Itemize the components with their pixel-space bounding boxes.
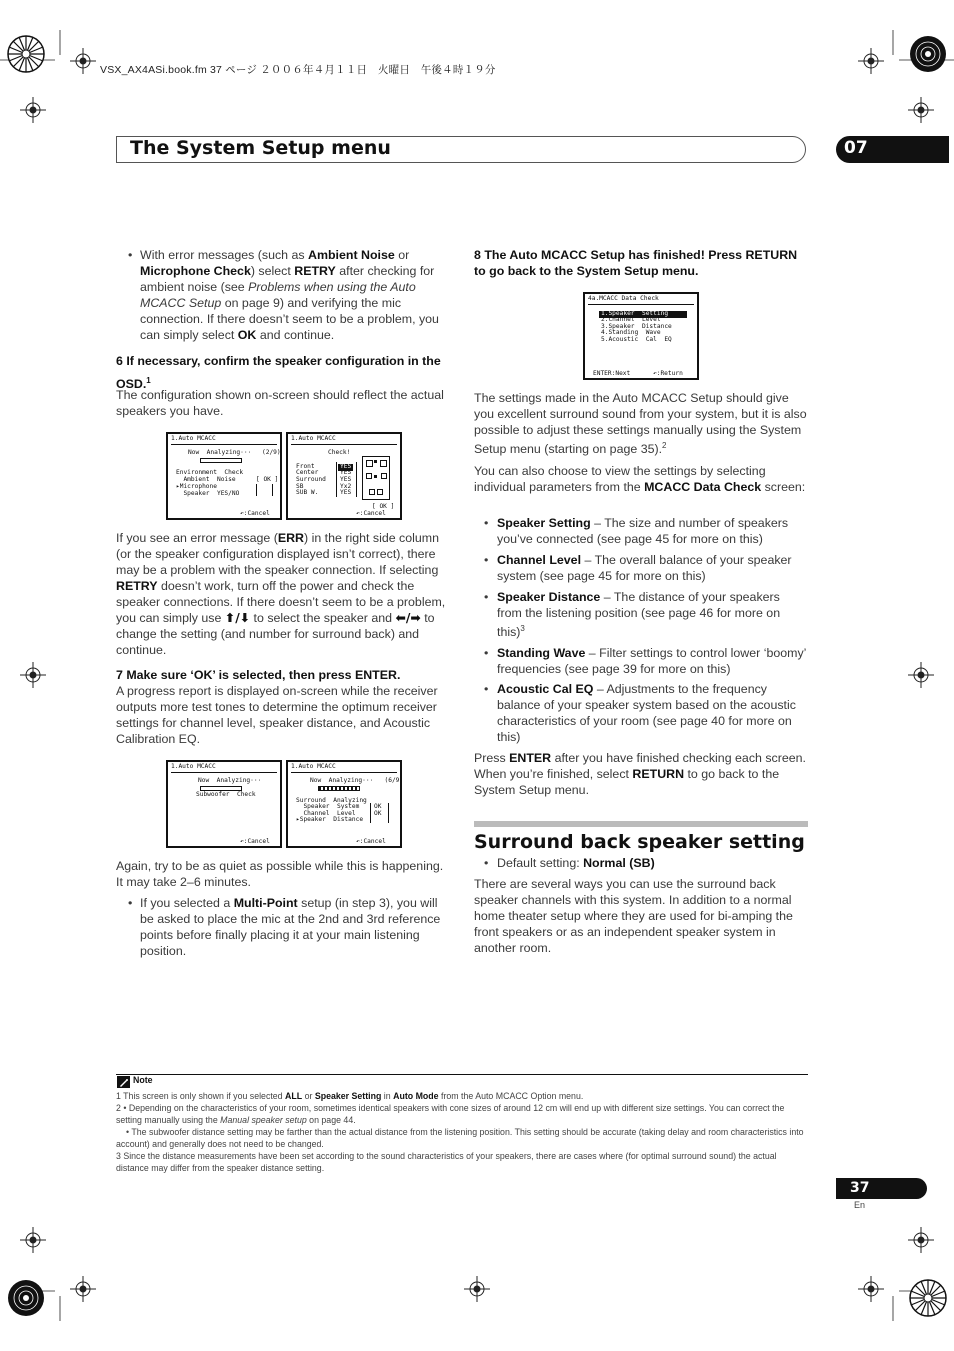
osd-screen-mcacc-data-check	[583, 292, 699, 380]
text: – The overall balance of your speaker system (see page 45 for more on this)	[497, 553, 792, 583]
osd-cancel: ↶:Cancel	[356, 838, 386, 845]
text: The settings made in the Auto MCACC Setup should give you excellent surround sound from your system, but it is also possible to adjust these settings manually using the System Setup menu (starting on page 35).	[474, 391, 807, 457]
text-bold: Speaker Distance	[497, 590, 601, 604]
osd-title: 1.Auto MCACC	[171, 435, 216, 442]
text: or	[302, 1091, 315, 1101]
text-bold: Speaker Setting	[497, 516, 591, 530]
osd-page: (2/9)	[262, 449, 281, 456]
bullet-speaker-setting	[484, 515, 806, 547]
bullet-icon: •	[484, 682, 489, 696]
text: screen:	[761, 480, 806, 494]
text-bold: Speaker Setting	[314, 1091, 382, 1101]
text: – Adjustments to the frequency balance of your speaker system based on the acoustic characteristics of your room (see page 40 for more on this)	[497, 682, 796, 744]
registration-mark-icon	[908, 662, 934, 688]
bullet-icon: •	[128, 896, 133, 910]
settings-paragraph	[474, 390, 808, 457]
text: doesn’t work, turn off the power and check the speaker connections. If there doesn’t seem to be a problem, you can simply use	[116, 579, 446, 625]
press-enter-paragraph	[474, 750, 808, 798]
text: on page 44.	[306, 1115, 356, 1125]
text: to go back to the System Setup menu.	[474, 767, 780, 797]
bullet-standing-wave	[484, 645, 806, 677]
starburst-mark-icon	[906, 32, 950, 76]
starburst-mark-icon	[4, 1276, 48, 1320]
bullet-multi-point	[128, 895, 453, 959]
text: With error messages (such as	[140, 248, 309, 262]
osd-label: Front	[296, 463, 315, 470]
text: setup (in step 3), you will be asked to place the mic at the 2nd and 3rd reference points before finally placing it at your main listening position.	[140, 896, 441, 958]
osd-line: Now Analyzing··· (6/9)	[310, 777, 404, 784]
osd-next: ENTER:Next	[593, 370, 631, 377]
osd-screen-speaker-check	[286, 432, 402, 520]
osd-value: YES	[340, 476, 352, 483]
osd-line: Subwoofer Check	[196, 791, 256, 798]
error-paragraph	[116, 530, 450, 658]
note-divider	[116, 1074, 808, 1075]
osd-menu-item: 3.Speaker Distance	[601, 323, 672, 330]
text: 1 This screen is only shown if you selected	[116, 1091, 286, 1101]
osd-title: 1.Auto MCACC	[291, 435, 336, 442]
text-bold: Microphone Check	[140, 264, 251, 278]
text: in	[381, 1091, 394, 1101]
choose-paragraph	[474, 463, 808, 495]
text: from the Auto MCACC Option menu.	[438, 1091, 584, 1101]
bullet-icon: •	[484, 856, 489, 870]
text-bold: RETURN	[632, 767, 685, 781]
osd-value: YES	[340, 463, 352, 470]
osd-title: 1.Auto MCACC	[291, 763, 336, 770]
osd-value: Yx2	[340, 483, 352, 490]
osd-value: YES	[340, 469, 352, 476]
osd-line: Now Analyzing···	[188, 449, 252, 456]
text: to change the setting (and number for surround back) and continue.	[116, 611, 435, 657]
osd-menu-item: 4.Standing Wave	[601, 329, 661, 336]
starburst-mark-icon	[906, 1276, 950, 1320]
osd-line: Check!	[328, 449, 351, 456]
text: – The distance of your speakers from the listening position (see page 46 for more on this)	[497, 590, 781, 640]
osd-line: Environment Check	[176, 469, 244, 476]
text-bold: Acoustic Cal EQ	[497, 682, 594, 696]
text-bold: Standing Wave	[497, 646, 586, 660]
text-bold: Auto Mode	[393, 1091, 439, 1101]
text-bold: Ambient Noise	[308, 248, 395, 262]
bullet-speaker-distance	[484, 589, 806, 640]
step-8-heading: 8 The Auto MCACC Setup has finished! Press RETURN to go back to the System Setup menu.	[474, 248, 798, 278]
osd-label: Surround	[296, 476, 326, 483]
text: If you selected a	[140, 896, 234, 910]
up-down-arrow-icon: ⬆/⬇	[224, 610, 251, 625]
registration-mark-icon	[464, 1276, 490, 1302]
text: If you see an error message (	[116, 531, 278, 545]
registration-mark-icon	[858, 1276, 884, 1302]
bullet-acoustic-cal-eq	[484, 681, 806, 745]
bullet-error-messages	[128, 247, 453, 343]
text: to select the speaker and	[250, 611, 396, 625]
text-bold: Normal (SB)	[583, 856, 655, 870]
text: ) select	[250, 264, 295, 278]
osd-screen-environment-check	[166, 432, 282, 520]
osd-ok: [ OK ]	[256, 476, 279, 483]
osd-label: SB	[296, 483, 304, 490]
osd-cancel: ↶:Cancel	[240, 838, 270, 845]
text-bold: ENTER	[509, 751, 552, 765]
text: after checking for ambient noise (see	[140, 264, 435, 294]
note-icon	[117, 1076, 130, 1088]
osd-title: 1.Auto MCACC	[171, 763, 216, 770]
osd-title: 4a.MCACC Data Check	[588, 295, 659, 302]
text-bold: RETRY	[116, 579, 158, 593]
default-setting	[484, 855, 806, 871]
language-code: En	[854, 1200, 866, 1210]
footnote-2a	[116, 1102, 810, 1126]
text-italic: Problems when using the Auto MCACC Setup	[140, 280, 416, 310]
footnote-ref: 1	[146, 376, 151, 385]
surround-back-paragraph: There are several ways you can use the surround back speaker channels with this system. In addition to a normal home theater setup where they are used for bi-amping the front speakers or as an independent speaker system in another room.	[474, 877, 793, 955]
footnote-2b: • The subwoofer distance setting may be farther than the actual distance from the listening position. This setting should be accurate (taking delay and room characteristics into account) and generally does not need to be changed.	[116, 1127, 804, 1149]
osd-ok: OK	[374, 810, 382, 817]
registration-mark-icon	[70, 1276, 96, 1302]
text-bold: ERR	[277, 531, 305, 545]
osd-screen-subwoofer-check	[166, 760, 282, 848]
text: after you have finished checking each screen. When you’re finished, select	[474, 751, 806, 781]
left-right-arrow-icon: ⬅/➡	[395, 610, 421, 625]
osd-cancel: ↶:Cancel	[356, 510, 386, 517]
bullet-channel-level	[484, 552, 806, 584]
osd-line: Ambient Noise	[176, 476, 236, 483]
osd-menu-item: 5.Acoustic Cal EQ	[601, 336, 672, 343]
text: 6 If necessary, confirm the speaker configuration in the OSD.	[116, 354, 441, 392]
chapter-number: 07	[844, 138, 868, 158]
text: and continue.	[256, 328, 335, 342]
bullet-icon: •	[484, 590, 489, 604]
bullet-icon: •	[484, 646, 489, 660]
bullet-icon: •	[484, 553, 489, 567]
section-title: Surround back speaker setting	[474, 831, 805, 853]
text: or	[394, 248, 410, 262]
text-bold: MCACC Data Check	[644, 480, 762, 494]
osd-ok: [ OK ]	[372, 503, 395, 510]
text: – Filter settings to control lower ‘boomy’ frequencies (see page 39 for more on this)	[497, 646, 806, 676]
note-label: Note	[133, 1075, 153, 1085]
registration-mark-icon	[20, 1227, 46, 1253]
text-bold: RETRY	[294, 264, 336, 278]
text: You can also choose to view the settings by selecting individual parameters from the	[474, 464, 766, 494]
text-bold: Multi-Point	[233, 896, 298, 910]
osd-return: ↶:Return	[653, 370, 683, 377]
section-divider	[474, 821, 808, 827]
osd-line: Speaker YES/NO	[176, 490, 240, 497]
text: on page 9) and verifying the mic connection. If there doesn’t seem to be a problem, you can simply select	[140, 296, 439, 342]
registration-mark-icon	[858, 48, 884, 74]
osd-line: ▸Microphone	[176, 483, 217, 490]
osd-label: Center	[296, 469, 319, 476]
page-number: 37	[850, 1180, 870, 1196]
page-number-tab	[836, 1178, 927, 1199]
text: 2 • Depending on the characteristics of your room, sometimes identical speakers with cone sizes of around 12 cm will end up with different size settings. You can correct the setting manually using the	[116, 1103, 785, 1125]
chapter-tab	[836, 136, 949, 163]
registration-mark-icon	[20, 662, 46, 688]
osd-line: ▸Speaker Distance	[296, 816, 364, 823]
osd-menu-item-selected: 1.Speaker Setting	[599, 311, 687, 318]
footnote-ref: 2	[662, 441, 667, 450]
text: ) in the right side column (or the speaker configuration displayed isn’t correct), there may be a problem with the speaker connection. If selecting	[116, 531, 439, 577]
osd-label: SUB W.	[296, 489, 319, 496]
registration-mark-icon	[70, 48, 96, 74]
speaker-layout-icon	[362, 456, 390, 500]
footnote-1	[116, 1090, 810, 1102]
text-italic: Manual speaker setup	[220, 1115, 307, 1125]
bullet-icon: •	[484, 516, 489, 530]
print-info: VSX_AX4ASi.book.fm 37 ページ ２００６年４月１１日 火曜日 午後４時１９分	[100, 64, 496, 76]
step-6-body: The configuration shown on-screen should reflect the actual speakers you have.	[116, 388, 444, 418]
page-title: The System Setup menu	[130, 137, 391, 159]
osd-cancel: ↶:Cancel	[240, 510, 270, 517]
footnote-ref: 3	[520, 624, 525, 633]
text-bold: Channel Level	[497, 553, 582, 567]
osd-menu-item: 2.Channel Level	[601, 316, 661, 323]
registration-mark-icon	[908, 1227, 934, 1253]
osd-line: Surround Analyzing	[296, 797, 367, 804]
text: Press	[474, 751, 510, 765]
again-paragraph: Again, try to be as quiet as possible while this is happening. It may take 2–6 minutes.	[116, 859, 444, 889]
step-7-heading: 7 Make sure ‘OK’ is selected, then press ENTER.	[116, 668, 401, 682]
text: – The size and number of speakers you’ve connected (see page 45 for more on this)	[497, 516, 789, 546]
text-bold: ALL	[285, 1091, 303, 1101]
bullet-icon: •	[128, 248, 133, 262]
osd-ok: OK	[374, 803, 382, 810]
registration-mark-icon	[20, 97, 46, 123]
starburst-mark-icon	[4, 32, 48, 76]
osd-screen-surround-analyzing	[286, 760, 402, 848]
text-bold: OK	[237, 328, 257, 342]
footnote-3: 3 Since the distance measurements have been set according to the sound characteristics of your speakers, there are cases where (for optimal surround sound) the actual distance may differ from the speaker distance setting.	[116, 1151, 777, 1173]
osd-line: Channel Level	[296, 810, 356, 817]
osd-line: Speaker System	[296, 803, 360, 810]
osd-value: YES	[340, 489, 352, 496]
text: Default setting:	[497, 856, 584, 870]
step-7-body: A progress report is displayed on-screen while the receiver outputs more test tones to determine the optimum receiver settings for channel level, speaker distance, and Acoustic Calibration EQ.	[116, 684, 438, 746]
osd-line: Now Analyzing···	[198, 777, 262, 784]
registration-mark-icon	[908, 97, 934, 123]
